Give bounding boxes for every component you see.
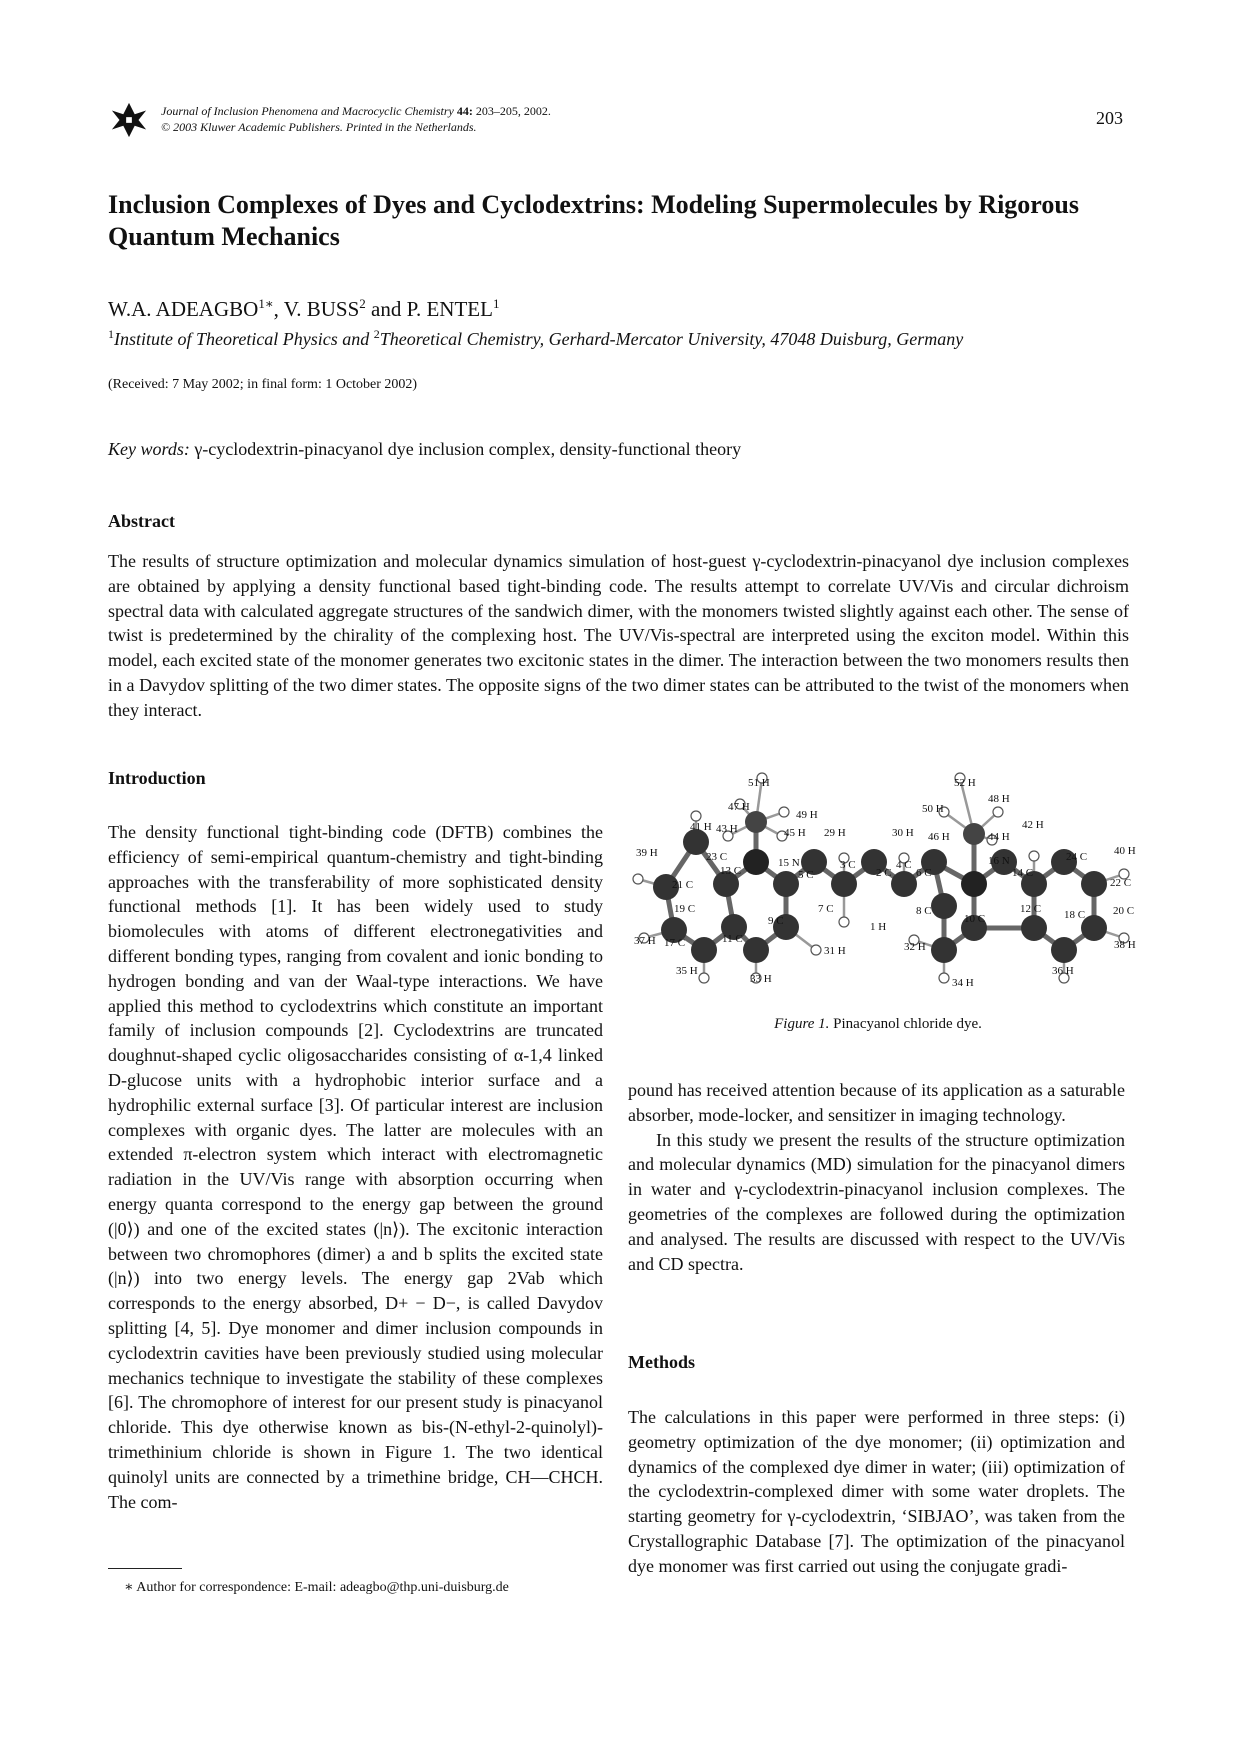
methods-heading: Methods — [628, 1352, 695, 1372]
figure-caption-text: Pinacyanol chloride dye. — [829, 1016, 982, 1032]
atom-label: 24 C — [1066, 851, 1088, 863]
atom-label: 8 C — [916, 905, 932, 917]
journal-pages: 203–205, 2002. — [475, 104, 551, 118]
author-1-marker: 1∗ — [258, 296, 274, 311]
atom-label: 38 H — [1114, 939, 1136, 951]
hydrogen-atom — [633, 874, 643, 884]
hydrogen-atom — [691, 811, 701, 821]
carbon-atom — [891, 871, 917, 897]
atom-label: 10 C — [964, 913, 986, 925]
carbon-atom — [963, 823, 985, 845]
atom-label: 13 C — [720, 865, 742, 877]
intro-paragraph-2: In this study we present the results of the structure optimization and molecular dynamics (MD) simulation for the pinacyanol dimers in water and γ-cyclodextrin-pinacyanol inclusion complexes. The geometries of the complexes are followed during the optimization and analysed. The results are discussed with respect to the UV/Vis and CD spectra. — [628, 1129, 1125, 1274]
atom-label: 2 C — [876, 867, 892, 879]
footnote: ∗ Author for correspondence: E-mail: adeagbo@thp.uni-duisburg.de — [124, 1580, 509, 1595]
atom-label: 49 H — [796, 809, 818, 821]
keywords-text: γ-cyclodextrin-pinacyanol dye inclusion complex, density-functional theory — [189, 439, 742, 459]
atom-label: 18 C — [1064, 909, 1086, 921]
atom-label: 23 C — [706, 851, 728, 863]
atom-label: 46 H — [928, 831, 950, 843]
introduction-text: The density functional tight-binding code (DFTB) combines the efficiency of semi-empirical quantum-chemistry and tight-binding approaches with the transferability of more sophisticated density functional methods [1]. It has been widely used to study biomolecules with atoms of different electronegativities and different bonding types, ranging from covalent and ionic bonding to hydrogen bonding and van der Waal-type interactions. We have applied this method to cyclodextrins which constitute an important family of inclusion compounds [2]. Cyclodextrins are truncated doughnut-shaped cyclic oligosaccharides consisting of α-1,4 linked D-glucose units with a hydrophobic interior surface and a hydrophilic external surface [3]. Of particular interest are inclusion complexes with organic dyes. The latter are molecules with an extended π-electron system which interact with electromagnetic radiation in the UV/Vis range with absorption occurring when energy quanta correspond to the energy gap between the ground (|0⟩) and one of the excited states (|n⟩). The excitonic interaction between two chromophores (dimer) a and b splits the excited state (|n⟩) into two energy levels. The energy gap 2Vab which corresponds to the energy absorbed, D+ − D−, is called Davydov splitting [4, 5]. Dye monomer and dimer inclusion compounds in cyclodextrin cavities have been previously studied using molecular mechanics technique to investigate the stability of these complexes [6]. The chromophore of interest for our present study is pinacyanol chloride. This dye otherwise known as bis-(N-ethyl-2-quinolyl)-trimethinium chloride is shown in Figure 1. The two identical quinolyl units are connected by a trimethine bridge, CH—CHCH. The com- — [108, 822, 603, 1512]
hydrogen-atom — [811, 945, 821, 955]
atom-label: 17 C — [664, 937, 686, 949]
atom-label: 37 H — [634, 935, 656, 947]
keywords-label: Key words: — [108, 439, 190, 459]
atom-label: 43 H — [716, 823, 738, 835]
author-list — [108, 296, 499, 322]
abstract-heading: Abstract — [108, 511, 175, 531]
atom-label: 45 H — [784, 827, 806, 839]
introduction-heading: Introduction — [108, 768, 206, 788]
atom-label: 7 C — [818, 903, 834, 915]
hydrogen-atom — [839, 917, 849, 927]
atom-label: 39 H — [636, 847, 658, 859]
journal-name: Journal of Inclusion Phenomena and Macrocyclic Chemistry — [161, 104, 454, 118]
atom-label: 35 H — [676, 965, 698, 977]
figure-caption-label: Figure 1. — [774, 1016, 830, 1032]
received-dates: (Received: 7 May 2002; in final form: 1 October 2002) — [108, 377, 418, 392]
atom-label: 1 H — [870, 921, 887, 933]
atom-label: 31 H — [824, 945, 846, 957]
hydrogen-atom — [1029, 851, 1039, 861]
page-number: 203 — [1096, 108, 1123, 128]
affil-part-1: Institute of Theoretical Physics and — [114, 329, 374, 349]
footnote-divider — [108, 1568, 182, 1569]
atom-label: 20 C — [1113, 905, 1135, 917]
affil-part-2: Theoretical Chemistry, Gerhard-Mercator University, 47048 Duisburg, Germany — [379, 329, 964, 349]
carbon-atom — [743, 849, 769, 875]
carbon-atom — [743, 937, 769, 963]
atom-label: 51 H — [748, 777, 770, 789]
right-column-text — [628, 1078, 1125, 1276]
atom-label: 41 H — [690, 821, 712, 833]
journal-info — [161, 103, 551, 135]
atom-label: 15 N — [778, 857, 800, 869]
atom-label: 30 H — [892, 827, 914, 839]
atom-label: 48 H — [988, 793, 1010, 805]
atom-label: 47 H — [728, 801, 750, 813]
atom-label: 40 H — [1114, 845, 1136, 857]
carbon-atom — [931, 937, 957, 963]
author-3: and P. ENTEL — [365, 297, 493, 321]
hydrogen-atom — [699, 973, 709, 983]
atom-label: 44 H — [988, 831, 1010, 843]
author-1: W.A. ADEAGBO — [108, 297, 259, 321]
journal-volume: 44: — [456, 104, 473, 118]
carbon-atom — [773, 871, 799, 897]
carbon-atom — [1051, 937, 1077, 963]
atom-label: 3 C — [840, 859, 856, 871]
carbon-atom — [831, 871, 857, 897]
carbon-atom — [691, 937, 717, 963]
atom-label: 4 C — [896, 859, 912, 871]
copyright-line: © 2003 Kluwer Academic Publishers. Printed in the Netherlands. — [161, 120, 477, 134]
atom-label: 36 H — [1052, 965, 1074, 977]
atom-label: 32 H — [904, 941, 926, 953]
atom-label: 50 H — [922, 803, 944, 815]
affiliation — [108, 327, 963, 350]
atom-label: 19 C — [674, 903, 696, 915]
atom-label: 14 C — [1012, 867, 1034, 879]
carbon-atom — [1021, 915, 1047, 941]
atom-label: 11 C — [722, 933, 743, 945]
methods-text: The calculations in this paper were performed in three steps: (i) geometry optimization of the dye monomer; (ii) optimization and dynamics of the complexed dye dimer in water; (iii) optimization of the cyclodextrin-complexed dimer with some water droplets. The starting geometry for γ-cyclodextrin, ‘SIBJAO’, was taken from the Crystallographic Database [7]. The optimization of the pinacyanol dye monomer was first carried out using the conjugate gradi- — [628, 1407, 1125, 1576]
carbon-atom — [745, 811, 767, 833]
affil-marker-2: 2 — [373, 327, 380, 341]
hydrogen-atom — [993, 807, 1003, 817]
carbon-atom — [961, 871, 987, 897]
atom-label: 5 C — [798, 869, 814, 881]
publisher-logo — [110, 101, 148, 139]
atom-label: 42 H — [1022, 819, 1044, 831]
atom-label: 12 C — [1020, 903, 1042, 915]
paper-title: Inclusion Complexes of Dyes and Cyclodextrins: Modeling Supermolecules by Rigorous Quantum Mechanics — [108, 190, 1079, 251]
atom-label: 6 C — [916, 867, 932, 879]
author-3-marker: 1 — [492, 296, 500, 311]
atom-label: 33 H — [750, 973, 772, 985]
affil-marker-1: 1 — [108, 327, 114, 341]
atom-label: 52 H — [954, 777, 976, 789]
atom-label: 21 C — [672, 879, 694, 891]
atom-label: 16 N — [988, 855, 1010, 867]
keywords — [108, 439, 741, 460]
hydrogen-atom — [779, 807, 789, 817]
carbon-atom — [1081, 871, 1107, 897]
pinacyanol-molecule-figure — [628, 764, 1136, 1024]
hydrogen-atom — [939, 973, 949, 983]
carbon-atom — [931, 893, 957, 919]
atom-label: 9 C — [768, 915, 784, 927]
atom-label: 22 C — [1110, 877, 1132, 889]
figure-caption — [628, 1016, 1128, 1033]
author-2: , V. BUSS — [273, 297, 360, 321]
atom-label: 34 H — [952, 977, 974, 989]
atom-label: 29 H — [824, 827, 846, 839]
author-2-marker: 2 — [359, 296, 366, 311]
intro-continuation: pound has received attention because of its application as a saturable absorber, mode-locker, and sensitizer in imaging technology. — [628, 1080, 1125, 1125]
abstract-text: The results of structure optimization and molecular dynamics simulation of host-guest γ-cyclodextrin-pinacyanol dye inclusion complexes are obtained by applying a density functional based tight-binding code. The results attempt to correlate UV/Vis and circular dichroism spectral data with calculated aggregate structures of the sandwich dimer, with the monomers twisted slightly against each other. The sense of twist is predetermined by the chirality of the complexing host. The UV/Vis-spectral are interpreted using the exciton model. Within this model, each excited state of the monomer generates two excitonic states in the dimer. The interaction between the two monomers results then in a Davydov splitting of the two dimer states. The opposite signs of the two dimer states can be attributed to the twist of the monomers when they interact. — [108, 551, 1129, 720]
